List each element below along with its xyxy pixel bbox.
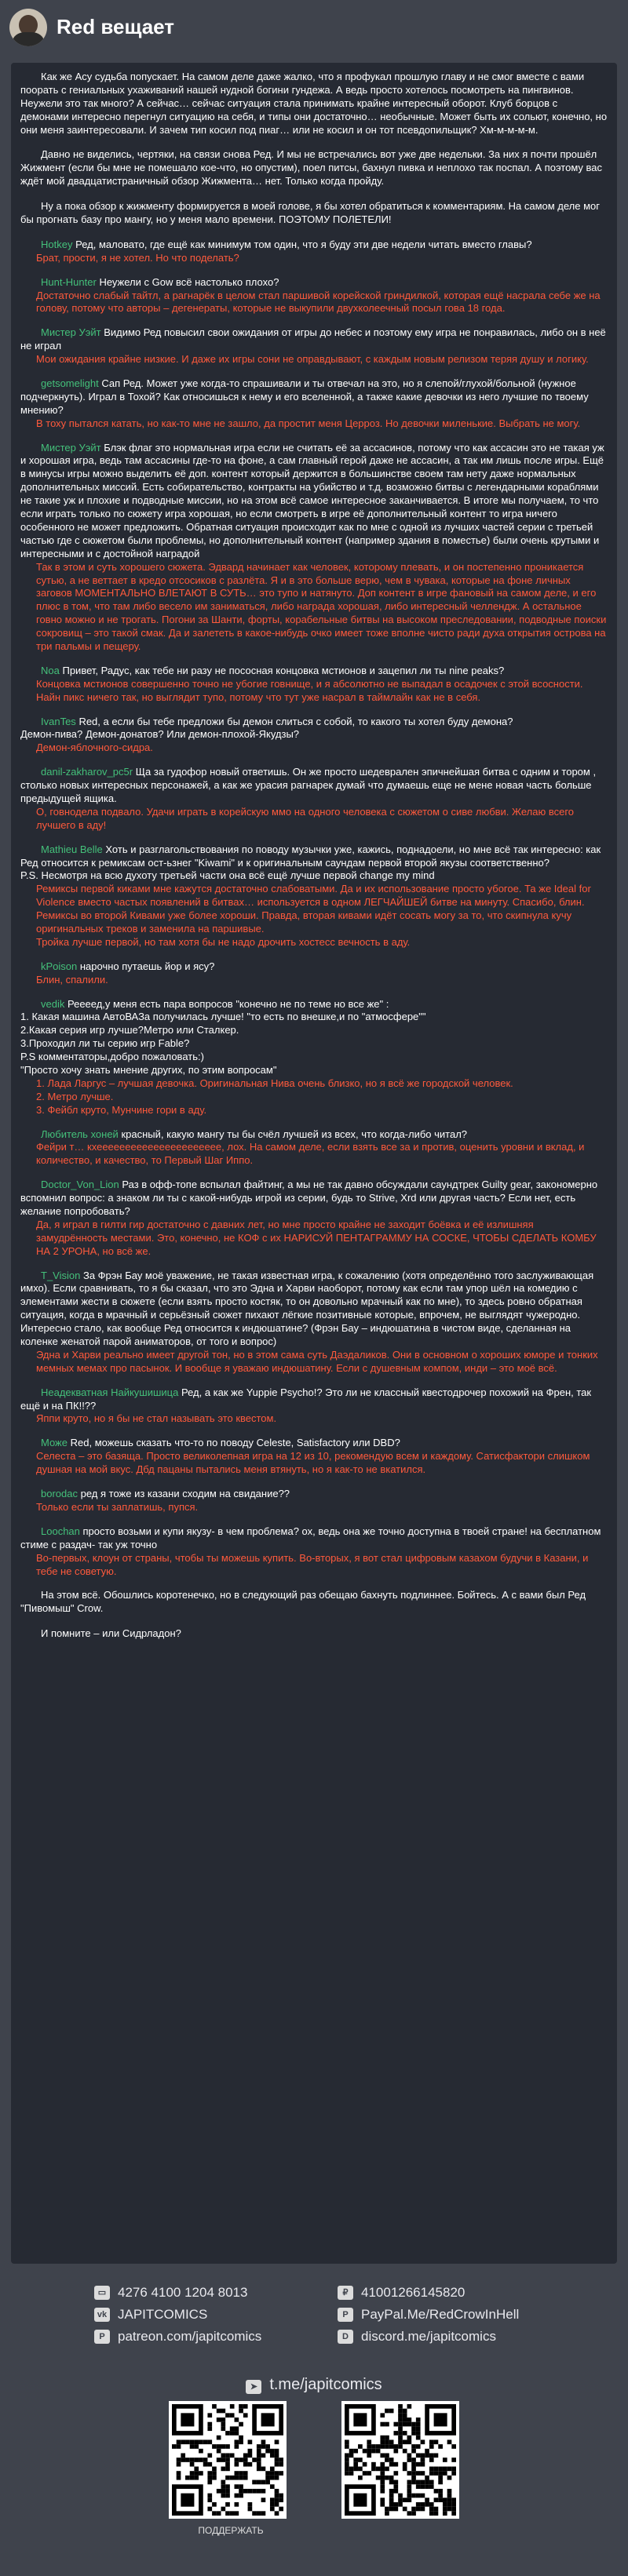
red-reply: Блин, спалили. — [36, 973, 108, 986]
patreon-row[interactable] — [94, 2326, 261, 2348]
comment-username[interactable]: Mathieu Belle — [41, 843, 103, 855]
comment-text — [20, 442, 608, 561]
comment-item — [20, 1525, 608, 1579]
red-reply: Селеста – это базяща. Просто великолепная игра на 12 из 10, рекомендую всем и каждому. Сатисфактори слишком душная на мой вкус. Дбд пацаны пытались меня втянуть, но я как-то не вкатился. — [36, 1450, 590, 1476]
intro-paragraph: Ну а пока обзор к жижменту формируется в моей голове, я бы хотел обратиться к комментариям. На самом деле мог бы прогнать базу про мангу, но у меня мало времени. ПОЭТОМУ ПОЛЕТЕЛИ! — [20, 200, 601, 226]
red-reply: Яппи круто, но я бы не стал называть это квестом. — [36, 1412, 277, 1425]
comment-username[interactable]: Hunt-Hunter — [41, 275, 97, 288]
red-reply: 1. Лада Ларгус – лучшая девочка. Оригинальная Нива очень близко, но я всё же городской человек. 2. Метро лучше. 3. Фейбл круто, Мунчине гори в аду. — [36, 1077, 513, 1116]
comment-text — [20, 960, 608, 974]
red-reply: Демон-яблочного-сидра. — [36, 741, 153, 754]
comment-item — [20, 1179, 608, 1258]
card-row — [94, 2282, 261, 2304]
paypal-icon: P — [338, 2308, 353, 2322]
header — [0, 0, 628, 55]
comment-username[interactable]: vedik — [41, 997, 65, 1010]
vk-row[interactable] — [94, 2304, 261, 2326]
comment-item — [20, 1488, 608, 1514]
comment-body: Ред, а как же Yuppie Psycho!? Это ли не классный квестодрочер похожий на Френ, так ещё и на ПК!!?? — [20, 1386, 592, 1412]
comment-username[interactable]: T_Vision — [41, 1269, 81, 1281]
wallet-number: 41001266145820 — [361, 2284, 466, 2300]
comment-item — [20, 766, 608, 832]
comment-text — [20, 326, 608, 353]
comment-body: Хоть и разглагольствования по поводу музычки уже, кажись, поднадоели, но мне всё так интересно: как Ред относится к ремиксам ост-ьзнег "Kiwami" и к оригинальным саундам первой второй якузы соответственно? P.S. Несмотря на всю духоту третьей части она всё ещё лучше первой change my mind — [20, 843, 601, 882]
comment-item — [20, 960, 608, 987]
comment-text — [20, 1525, 608, 1552]
vk-icon: vk — [94, 2308, 110, 2322]
comment-item — [20, 665, 608, 705]
post-body — [11, 63, 617, 2264]
red-reply: Так в этом и суть хорошего сюжета. Эдвард начинает как человек, которому плевать, и он постепенно проникается сутью, а не веттает в кредо отсосиков с разлёта. Я и в это больше верю, чем в чувака, которые на фоне личных заговов МОМЕНТАЛЬНО ВЛЕТАЮТ В СУТЬ… это тупо и натянуто. Доп контент в игре фановый на самом деле, и его плюс в том, что там либо весело им заниматься, либо награда хорошая, либо интересный челлендж. А остальное говно можно и не трогать. Погони за Шанти, форты, корабельные битвы на высоком преследовании, подводные поиски сокровищ – это такой смак. Да и залететь в какое-нибудь очко имеет тоже вполне чисто ради духа открытия острова на три пальмы и пещеру. — [36, 560, 607, 652]
comment-username[interactable]: Doctor_Von_Lion — [41, 1179, 119, 1191]
red-reply: В тоху пытался катать, но как-то мне не зашло, да простит меня Церроз. Но девочки миленькие. Выбрать не могу. — [36, 417, 581, 429]
comment-text — [20, 239, 608, 252]
closing-signoff: И помните – или Сидрладон? — [41, 1627, 181, 1640]
comment-text — [20, 843, 608, 884]
comment-body: Сап Ред. Может уже когда-то спрашивали и ты отвечал на это, но я слепой/глухой/больной (нужное подчеркнуть). Играл в Тохой? Как относишься к нему и его вселенной, а также какие девочки из него лучшие по твоему мнению? — [20, 377, 589, 416]
comment-text — [20, 716, 608, 742]
comment-item — [20, 843, 608, 949]
comment-body: Неужели с Gow всё настолько плохо? — [99, 275, 279, 288]
comment-text — [20, 1437, 608, 1450]
comment-item — [20, 442, 608, 654]
comment-body: красный, какую мангу ты бы счёл лучшей из всех, что когда-либо читал? — [121, 1128, 468, 1140]
comment-item — [20, 1270, 608, 1375]
closing-paragraph: На этом всё. Обошлись коротенечко, но в следующий раз обещаю бахнуть подлиннее. Бойтесь. А с вами был Ред "Пивомыш" Crow. — [20, 1589, 586, 1615]
red-reply: Только если ты заплатишь, пупся. — [36, 1500, 199, 1513]
footer-right — [338, 2282, 519, 2348]
comment-username[interactable]: Мистер Уэйт — [41, 441, 101, 454]
comment-username[interactable]: Неадекватная Найкушишица — [41, 1386, 179, 1398]
red-reply: Фейри т… кхееееееееееееееееееееее, лох. На самом деле, если взять все за и против, оценить уровни и вклад, и количество, и качество, то Первый Шаг Иппо. — [36, 1141, 585, 1167]
comment-body: Видимо Ред повысил свои ожидания от игры до небес и поэтому ему игра не понравилась, либо он в неё не играл — [20, 326, 606, 352]
qr-code-support[interactable] — [169, 2401, 287, 2519]
comment-text — [20, 377, 608, 417]
comment-body: Red, можешь сказать что-то по поводу Celeste, Satisfactory или DBD? — [70, 1437, 400, 1449]
intro-paragraph: Давно не виделись, чертяки, на связи снова Ред. И мы не встречались вот уже две недельки. За них я почти прошёл Жижмент (если бы мне не помешало кое-что, но опустим), поел питсы, бахнул пивка и неплохо так поспал. А поэтому вас ждёт мой двадцатистраничный обзор Жижмента… нет. Только когда пройду. — [20, 148, 603, 188]
comment-text — [20, 276, 608, 290]
page-title: Red вещает — [57, 15, 175, 39]
comment-text — [20, 1128, 608, 1142]
comment-body: Red, а если бы тебе предложи бы демон слиться с собой, то какого ты хотел буду демона? Демон-пива? Демон-донатов? Или демон-плохой-Якудзы? — [20, 715, 513, 741]
comment-body: Привет, Радус, как тебе ни разу не пососная концовка мстионов и зацепил ли ты nine peaks? — [62, 664, 505, 676]
red-reply: Брат, прости, я не хотел. Но что поделать? — [36, 251, 239, 264]
comments-list — [20, 239, 608, 1578]
telegram-icon: ➤ — [246, 2380, 261, 2394]
comment-item — [20, 276, 608, 316]
comment-username[interactable]: IvanTes — [41, 715, 76, 727]
card-number: 4276 4100 1204 8013 — [118, 2284, 248, 2300]
comment-item — [20, 716, 608, 756]
avatar — [9, 9, 47, 46]
wallet-icon: ₽ — [338, 2286, 353, 2300]
discord-icon: D — [338, 2330, 353, 2344]
comment-username[interactable]: Любитель хоней — [41, 1128, 119, 1140]
red-reply: Концовка мстионов совершенно точно не убогие говнище, и я абсолютно не выпадал в осадочек с этой всосности. Найн пикс ничего так, но выглядит тупо, потому что тут уже насрал в таймлайн как не в себя. — [36, 677, 583, 703]
comment-username[interactable]: Loochan — [41, 1525, 80, 1537]
red-reply: Достаточно слабый тайтл, а рагнарёк в целом стал паршивой корейской гриндилкой, которая ещё насрала себе же на голову, потому что авторы – дегенераты, которые не выкупили двухколеечный посыл гова 18 года. — [36, 289, 601, 315]
comment-username[interactable]: kPoison — [41, 960, 78, 972]
comment-body: Ща за гудофор новый ответишь. Он же просто шедеврален эпичнейшая битва с одним и тором , столько новых интересных персонажей, а как же урасия рагнарек думай что думаешь еще не мене новая часть больше предыдущей ящика. — [20, 766, 597, 804]
comment-text — [20, 766, 608, 806]
comment-item — [20, 1386, 608, 1426]
comment-text — [20, 665, 608, 678]
comment-text — [20, 998, 608, 1077]
comment-username[interactable]: danil-zakharov_pc5r — [41, 766, 133, 778]
comment-text — [20, 1179, 608, 1219]
comment-username[interactable]: borodac — [41, 1488, 78, 1500]
vk-link[interactable]: JAPITCOMICS — [118, 2306, 208, 2322]
comment-item — [20, 239, 608, 265]
telegram-link[interactable]: t.me/japitcomics — [269, 2376, 382, 2393]
patreon-link[interactable]: patreon.com/japitcomics — [118, 2328, 262, 2344]
red-reply: Во-первых, клоун от страны, чтобы ты можешь купить. Во-вторых, я вот стал цифровым казахом будучи в Казани, и тебе не советую. — [36, 1551, 589, 1577]
intro-paragraph: Как же Асу судьба попускает. На самом деле даже жалко, что я профукал прошлую главу и не смог вместе с вами поорать с гениальных ухаживаний нашей нудной богини гундежа. А ведь просто хотелось посмотреть на пингвинов. Неужели это так много? А сейчас… сейчас ситуация стала принимать крайне интересный оборот. Клуб борцов с демонами интересно перегнул ситуацию на себя, и типы они достаточно… необычные. Может быть их сольют, конечно, но они меня заинтересовали. И зачем тип косил под пиаг… или не косил и он тот псевдопильщик? Хм-м-м-м-м. — [20, 71, 608, 136]
comment-item — [20, 1128, 608, 1168]
card-icon: ▭ — [94, 2286, 110, 2300]
qr-code-telegram[interactable] — [341, 2401, 459, 2519]
comment-username[interactable]: Може — [41, 1437, 68, 1449]
discord-link[interactable]: discord.me/japitcomics — [361, 2328, 496, 2344]
paypal-row[interactable] — [338, 2304, 519, 2326]
red-reply: Эдна и Харви реально имеет другой тон, но в этом сама суть Даэдаликов. Они в основном о хороших юморе и тонких мемных мемах про пасынок. И вообще я уважаю индюшатину. Если с душевным компом, инди – это моё всё. — [36, 1348, 598, 1374]
comment-username[interactable]: Hotkey — [41, 238, 73, 250]
red-reply: О, говнодела подвало. Удачи играть в корейскую ммо на одного человека с сюжетом о сиве любви. Желаю всего лучшего в аду! — [36, 805, 575, 831]
footer-left — [94, 2282, 261, 2348]
patreon-icon: P — [94, 2330, 110, 2344]
comment-body: ред я тоже из казани сходим на свидание?? — [80, 1488, 290, 1500]
comment-username[interactable]: getsomelight — [41, 377, 99, 390]
telegram-row[interactable] — [0, 2374, 628, 2395]
comment-body: просто возьми и купи якузу- в чем проблема? ох, ведь она же точно доступна в твоей стране! на бесплатном стиме с раздач- так уж точно — [20, 1525, 601, 1550]
comment-body: Реееед,у меня есть пара вопросов "конечно не по теме но все же" : 1. Какая машина АвтоВАЗа получилась лучше! "то есть по внешке,и по "атмосфере"" 2.Какая серия игр лучше?Метро или Сталкер. 3.Проходил ли ты серию игр Fable? P.S комментаторы,добро пожаловать:) "Просто хочу знать мнение других, по этим вопросам" — [20, 997, 426, 1076]
discord-row[interactable] — [338, 2326, 519, 2348]
comment-item — [20, 1437, 608, 1477]
footer — [0, 2275, 628, 2576]
comment-text — [20, 1270, 608, 1349]
wallet-row — [338, 2282, 519, 2304]
red-reply: Ремиксы первой киками мне кажутся достаточно слабоватыми. Да и их использование просто убогое. Та же Ideal for Violence вместо частых появлений в битвах… используется в одном ЛЕГЧАЙШЕЙ битве на минуту. Спасибо, блин. Ремиксы во второй Кивами уже более хороши. Правда, вторая кивами идёт сосать могу за то, что скипнула кучу оригинальных треков и заменила на паршивые. Тройка лучше первой, но там хотя бы не надо дрочить хостесс вечность в аду. — [36, 883, 591, 948]
comment-text — [20, 1386, 608, 1413]
comment-body: Ред, маловато, где ещё как минимум том один, что я буду эти две недели читать вместо главы? — [75, 238, 532, 250]
red-reply: Мои ожидания крайне низкие. И даже их игры сони не оправдывают, с каждым новым релизом теряя душу и логику. — [36, 353, 589, 366]
qr-support-label: ПОДДЕРЖАТЬ — [198, 2525, 264, 2536]
comment-body: нарочно путаешь йор и ясу? — [79, 960, 215, 972]
red-reply: Да, я играл в гилти гир достаточно с давних лет, но мне просто крайне не заходит боёвка и её излишняя замудрённость местами. Это, конечно, не КОФ с их НАРИСУЙ ПЕНТАГРАММУ НА СОСКЕ, ЧТОБЫ СДЕЛАТЬ КОМБУ НА 2 УРОНА, но всё же. — [36, 1218, 597, 1257]
comment-username[interactable]: Noa — [41, 664, 60, 676]
comment-item — [20, 998, 608, 1117]
comment-item — [20, 326, 608, 366]
comment-text — [20, 1488, 608, 1501]
paypal-link[interactable]: PayPal.Me/RedCrowInHell — [361, 2306, 520, 2322]
comment-body: За Фрэн Бау моё уважение, не такая известная игра, к сожалению (хотя определённо того заслуживающая имхо). Если сравнивать, то я бы сказал, что это Эдна и Харви наоборот, потому как если там упор шёл на комедию с элементами жести в сюжете (если взять просто костяк, то он довольно мрачный как по мне), то здесь ровно обратная ситуация, когда в мрачный и серьёзный сюжет пихают лёгкие позитивные которые, впрочем, не выглядят чужеродно. Интересно стало, как вообще Ред относится к индюшатине? (Фрэн Бау – индюшатина в чистом виде, сделанная на коленке женатой парой аниматоров, от того и вопрос) — [20, 1269, 594, 1348]
comment-body: Раз в офф-топе вспылал файтинг, а мы не так давно обсуждали саундтрек Guilty gear, закономерно вспомнил вопрос: а знаком ли ты с какой-нибудь игрой из серии, будь то Strive, Xrd или другая часть? Если нет, есть желание попробовать? — [20, 1179, 598, 1218]
comment-body: Блэк флаг это нормальная игра если не считать её за ассасинов, потому что как ассасин это не такая уж и хорошая игра, ведь там ассасины где-то на фоне, а сам главный герой даже не ассасин, а так им лишь после игры. Ещё в минусы игры можно выделить её доп. контент который держится в большинстве своем там нету даже нормальных дополнительных миссий. Есть собирательство, контракты на убийство и т.д. возможно битвы с легендарными кораблями не такие уж и плохие и подводные миссии, но на этом всё самое интересное заканчивается. В итоге мы получаем, то что если играть только по сюжету игра хорошая, но если смотреть в игре её дополнительный контент то игра ничего особенного не может предложить. Обратная ситуация происходит как по мне с одной из лучших частей серии с третьей частью где с сюжетом были проблемы, но дополнительный контент (например здания в поместье) были очень крутыми и интересными и с достойной наградой — [20, 441, 604, 559]
comment-username[interactable]: Мистер Уэйт — [41, 326, 101, 339]
comment-item — [20, 377, 608, 431]
